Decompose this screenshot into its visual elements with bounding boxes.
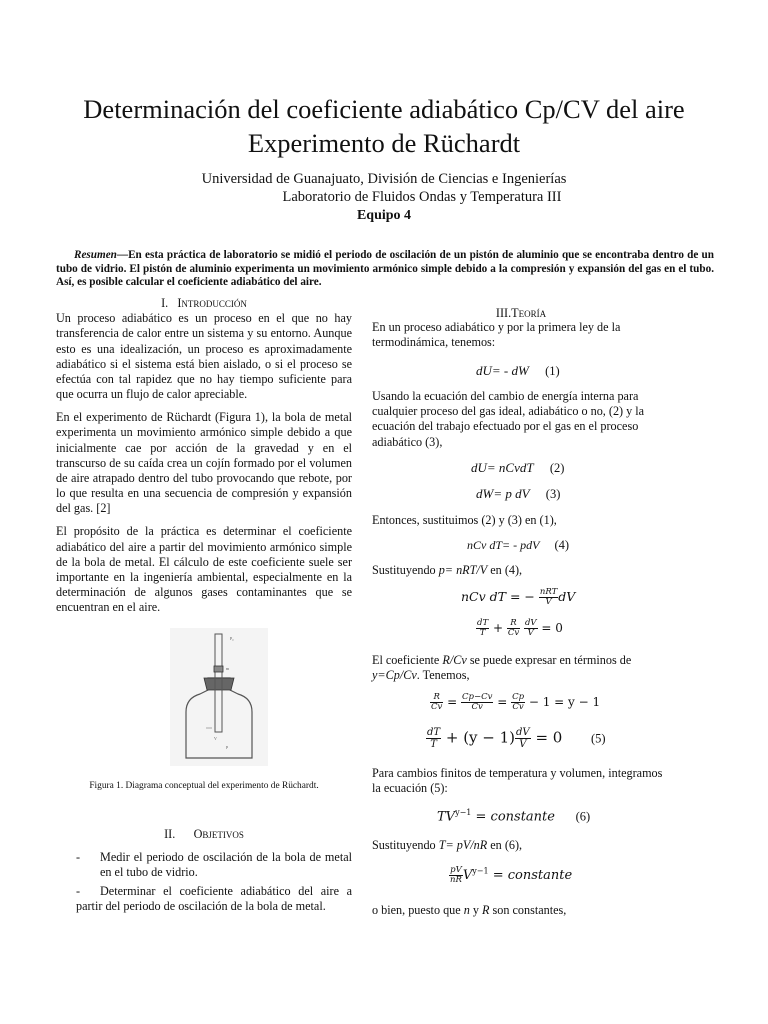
math-run: R/Cv bbox=[442, 653, 467, 667]
exponent: y−1 bbox=[472, 866, 489, 876]
equation-body: + (y − 1) bbox=[445, 728, 516, 747]
bullet: - bbox=[76, 850, 81, 864]
equation-tail: − 1 = y − 1 bbox=[528, 695, 601, 709]
denominator: V bbox=[519, 739, 527, 750]
equation-5a: $\frac{R}{Cv}$ = $\frac{Cp-Cv}{Cv}$ = $\frac{Cp}{Cv}$ − 1 = y − 1 bbox=[431, 692, 601, 712]
denominator: Cv bbox=[471, 702, 483, 712]
equation-number: (4) bbox=[554, 538, 570, 552]
numerator: R bbox=[430, 693, 443, 703]
fraction bbox=[461, 693, 493, 712]
equation-tail: = 0 bbox=[541, 621, 563, 635]
equation-body: TV bbox=[437, 809, 456, 825]
theory-paragraph-4 bbox=[372, 563, 672, 578]
paper-title bbox=[0, 92, 768, 160]
math-run: n bbox=[463, 903, 470, 917]
title-line-1: Determinación del coeficiente adiabático Cp/CV del aire bbox=[83, 94, 685, 124]
fraction bbox=[524, 619, 538, 638]
equation-number: (6) bbox=[575, 809, 591, 824]
fraction bbox=[539, 588, 558, 607]
text-run: . Tenemos, bbox=[416, 668, 470, 683]
fraction bbox=[515, 727, 531, 750]
fraction bbox=[449, 866, 463, 885]
theory-paragraph-1: En un proceso adiabático y por la primera ley de la termodinámica, tenemos: bbox=[372, 320, 621, 350]
svg-text:V: V bbox=[214, 736, 217, 741]
team-name: Equipo 4 bbox=[356, 208, 412, 223]
denominator: nR bbox=[450, 875, 462, 885]
section-number: II. bbox=[164, 827, 176, 841]
equation-4 bbox=[467, 538, 569, 553]
denominator: V bbox=[545, 597, 552, 607]
bullet: - bbox=[76, 884, 81, 898]
denominator: Cv bbox=[512, 702, 524, 712]
theory-paragraph-6: Para cambios finitos de temperatura y volumen, integramos la ecuación (5): bbox=[372, 766, 663, 796]
section-heading-objectives bbox=[56, 827, 352, 842]
equation-tail: dV bbox=[558, 589, 576, 604]
equation-number: (1) bbox=[545, 364, 560, 378]
equation-body: dU= nCvdT bbox=[471, 460, 534, 475]
numerator: Cp−Cv bbox=[462, 692, 493, 702]
numerator: dT bbox=[427, 727, 441, 738]
affiliation-university: Universidad de Guanajuato, División de Ciencias e Ingenierías bbox=[201, 171, 567, 187]
equation-5 bbox=[426, 727, 606, 750]
numerator: dT bbox=[477, 618, 489, 628]
numerator: Cp bbox=[512, 692, 525, 702]
theory-paragraph-3: Entonces, sustituimos (2) y (3) en (1), bbox=[372, 513, 557, 527]
numerator: nRT bbox=[539, 587, 558, 597]
denominator: T bbox=[430, 739, 437, 750]
theory-paragraph-5 bbox=[372, 653, 672, 683]
denominator: T bbox=[479, 628, 486, 638]
section-number: I. bbox=[161, 296, 169, 310]
left-column bbox=[56, 296, 352, 623]
section-heading-intro bbox=[56, 296, 352, 311]
denominator: Cv bbox=[507, 628, 520, 638]
equation-body: V bbox=[462, 868, 473, 883]
equation-1 bbox=[476, 363, 560, 379]
intro-paragraph-2: En el experimento de Rüchardt (Figura 1), la bola de metal experimenta un movimiento armónico simple debido a que inicialmente cae por acción de la gravedad y en el transcurso de su caída crea un cojín formado por el volumen de aire atrapado dentro del tubo provocando que rebote, por lo que resulta en una secuencia de compresión y expansión del gas. [2] bbox=[56, 410, 352, 516]
equation-body: dW= p dV bbox=[476, 486, 530, 501]
text-run: son constantes, bbox=[489, 903, 567, 917]
numerator: pV bbox=[450, 865, 462, 875]
intro-paragraph-1: Un proceso adiabático es un proceso en el que no hay transferencia de calor entre un sistema y su entorno. Aunque esto es una idealización, un proceso es aproximadamente adiabático si el sistema está bien aislado, o si el proceso se efectúa con tal rapidez que no hay tiempo suficiente para que ocurra un flujo de calor apreciable. bbox=[56, 311, 352, 402]
svg-text:P₀: P₀ bbox=[230, 636, 234, 641]
svg-text:m: m bbox=[226, 666, 230, 671]
abstract-text: —En esta práctica de laboratorio se midió el periodo de oscilación de un pistón de aluminio que se encontraba dentro de un tubo de vidrio. El pistón de aluminio experimenta un movimiento armónico simple debido a la compresión y expansión del gas en el tubo. Así, es posible calcular el coeficiente adiabático del aire. bbox=[56, 249, 714, 289]
title-line-2: Experimento de Rüchardt bbox=[247, 128, 521, 158]
theory-paragraph-8 bbox=[372, 903, 672, 918]
text-run: en (6), bbox=[487, 838, 523, 852]
fraction bbox=[430, 693, 443, 712]
affiliation-lab: Laboratorio de Fluidos Ondas y Temperatura III bbox=[282, 189, 562, 205]
abstract-label: Resumen bbox=[74, 249, 117, 261]
equation-6 bbox=[437, 808, 590, 824]
text-run: en (4), bbox=[487, 563, 523, 577]
equation-body: nCv dT= - pdV bbox=[467, 538, 540, 552]
objective-item-1 bbox=[56, 850, 352, 882]
fraction bbox=[476, 619, 489, 638]
figure-caption: Figura 1. Diagrama conceptual del experimento de Rüchardt. bbox=[89, 781, 319, 791]
intro-paragraph-3: El propósito de la práctica es determinar el coeficiente adiabático del aire a partir del movimiento armónico simple de la bola de metal. El cálculo de este coeficiente suele ser importante en la ingeniería ambiental, especialmente en la determinación de algunos gases contaminantes que se encuentran en el aire. bbox=[56, 524, 352, 615]
numerator: dV bbox=[516, 727, 530, 738]
text-run: Sustituyendo bbox=[372, 838, 439, 852]
text-run: o bien, puesto que bbox=[372, 903, 464, 917]
exponent: y−1 bbox=[455, 808, 472, 817]
math-run: y=Cp/Cv bbox=[372, 668, 417, 683]
numerator: dV bbox=[524, 618, 537, 628]
fraction bbox=[426, 727, 441, 750]
theory-paragraph-7 bbox=[372, 838, 672, 853]
theory-paragraph-2: Usando la ecuación del cambio de energía interna para cualquier proceso del gas ideal, adiabático o no, (2) y la ecuación del trabajo efectuado por el gas en el proceso adiabático (3), bbox=[372, 389, 645, 449]
equation-4b bbox=[461, 588, 575, 607]
math-run: R bbox=[482, 903, 490, 917]
text-run: El coeficiente bbox=[372, 653, 443, 667]
ruchardt-apparatus-figure bbox=[170, 628, 268, 766]
objective-text: Medir el periodo de oscilación de la bola de metal en el tubo de vidrio. bbox=[100, 850, 352, 880]
equation-2 bbox=[471, 460, 564, 476]
objective-item-2 bbox=[56, 884, 352, 932]
equation-tail: = constante bbox=[475, 809, 555, 825]
equation-4c: $\frac{dT}{T}$ + $\frac{R}{Cv}$ $\frac{dV}{V}$ = 0 bbox=[477, 618, 563, 638]
equation-body: dU= - dW bbox=[476, 363, 529, 378]
math-run: p= nRT/V bbox=[438, 563, 488, 577]
equation-number: (5) bbox=[590, 731, 606, 746]
text-run: Sustituyendo bbox=[372, 563, 439, 577]
denominator: Cv bbox=[431, 702, 443, 712]
section-title: Introducción bbox=[177, 296, 247, 310]
text-run: se puede expresar en términos de bbox=[466, 653, 632, 667]
section-title: Objetivos bbox=[193, 827, 244, 841]
equation-body: nCv dT = − bbox=[461, 589, 535, 604]
text-run: y bbox=[469, 903, 483, 917]
equation-7 bbox=[449, 866, 572, 885]
section-heading-theory bbox=[372, 306, 670, 321]
equation-tail: = 0 bbox=[535, 728, 563, 747]
equation-number: (3) bbox=[545, 487, 561, 501]
math-run: T= pV/nR bbox=[438, 838, 488, 852]
equation-number: (2) bbox=[549, 461, 565, 475]
denominator: V bbox=[527, 628, 534, 638]
fraction bbox=[507, 619, 520, 638]
fraction bbox=[511, 693, 525, 712]
section-title: III.Teoría bbox=[495, 306, 547, 320]
objective-text: Determinar el coeficiente adiabático del aire a partir del periodo de oscilación de la bola de metal. bbox=[76, 884, 352, 914]
abstract bbox=[56, 249, 714, 290]
equation-3 bbox=[476, 486, 560, 502]
svg-text:p: p bbox=[226, 744, 228, 749]
equation-tail: = constante bbox=[492, 868, 573, 883]
numerator: R bbox=[507, 619, 520, 629]
